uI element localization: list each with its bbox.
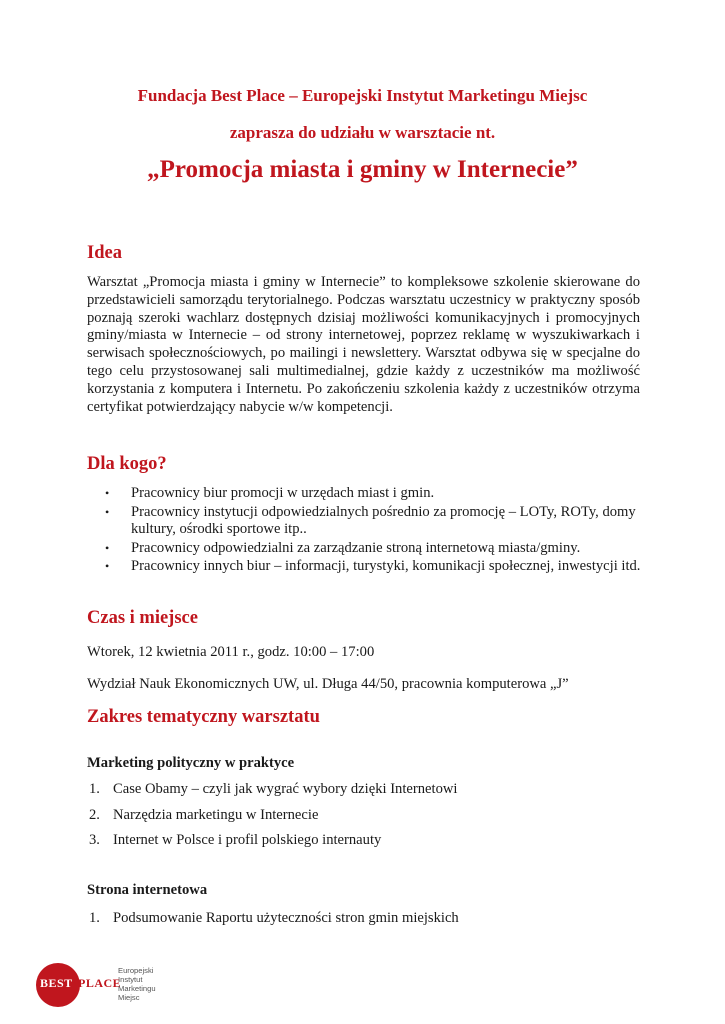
event-location: Wydział Nauk Ekonomicznych UW, ul. Długa 44/50, pracownia komputerowa „J” (87, 676, 569, 692)
logo-word-best: BEST (40, 976, 73, 990)
list-item: 1. Case Obamy – czyli jak wygrać wybory dzięki Internetowi (89, 781, 458, 797)
list-item: • Pracownicy odpowiedzialni za zarządzanie stroną internetową miasta/gminy. (105, 539, 581, 556)
scope-section-list (87, 780, 647, 857)
organizer-line: Fundacja Best Place – Europejski Instytut Marketingu Miejsc (137, 86, 588, 105)
bullet-icon: • (105, 504, 110, 519)
scope-section-title: Marketing polityczny w praktyce (87, 755, 295, 771)
scope-section-list (87, 909, 647, 935)
idea-heading: Idea (87, 243, 122, 263)
best-place-logo (36, 963, 186, 1011)
logo-word-place: PLACE (78, 976, 122, 990)
list-item: • Pracownicy innych biur – informacji, turystyki, komunikacji społecznej, inwestycji itd. (105, 558, 641, 575)
bullet-icon: • (105, 559, 110, 574)
logo-institute-name: Europejski Instytut Marketingu Miejsc (118, 966, 156, 1002)
list-item: 2. Narzędzia marketingu w Internecie (89, 806, 319, 823)
invitation-line: zaprasza do udziału w warsztacie nt. (229, 123, 496, 142)
audience-list (87, 485, 647, 577)
idea-paragraph: Warsztat „Promocja miasta i gminy w Internecie” to kompleksowe szkolenie skierowane do przedstawicieli samorządu terytorialnego. Podczas warsztatu uczestnicy w praktyczny sposób poznają szeroki wachlarz dostępnych dzisiaj możliwości komunikacyjnych i promocyjnych gminy/miasta w Internecie – od strony internetowej, poprzez reklamę w wyszukiwarkach i serwisach społecznościowych, po mailingi i newslettery. Warsztat odbywa się w specjalne do tego celu przystosowanej sali multimedialnej, gdzie każdy z uczestników ma możliwość korzystania z komputera i Internetu. Po zakończeniu szkolenia każdy z uczestników otrzyma certyfikat potwierdzający nabycie w/w kompetencji. (87, 274, 640, 415)
list-item: 1. Podsumowanie Raportu użyteczności stron gmin miejskich (89, 910, 459, 926)
audience-heading: Dla kogo? (87, 454, 167, 474)
bullet-icon: • (105, 486, 110, 500)
time-place-heading: Czas i miejsce (87, 608, 198, 628)
list-item: 3. Internet w Polsce i profil polskiego internauty (89, 832, 382, 848)
bullet-icon: • (105, 540, 110, 555)
list-item: • Pracownicy instytucji odpowiedzialnych pośrednio za promocję – LOTy, ROTy, domy kultury, ośrodki sportowe itp.. (105, 503, 636, 538)
workshop-title: „Promocja miasta i gminy w Internecie” (147, 156, 578, 183)
scope-heading: Zakres tematyczny warsztatu (87, 707, 320, 727)
event-date: Wtorek, 12 kwietnia 2011 r., godz. 10:00 – 17:00 (87, 644, 375, 660)
list-item: • Pracownicy biur promocji w urzędach miast i gmin. (105, 485, 435, 501)
scope-section-title: Strona internetowa (87, 882, 208, 898)
